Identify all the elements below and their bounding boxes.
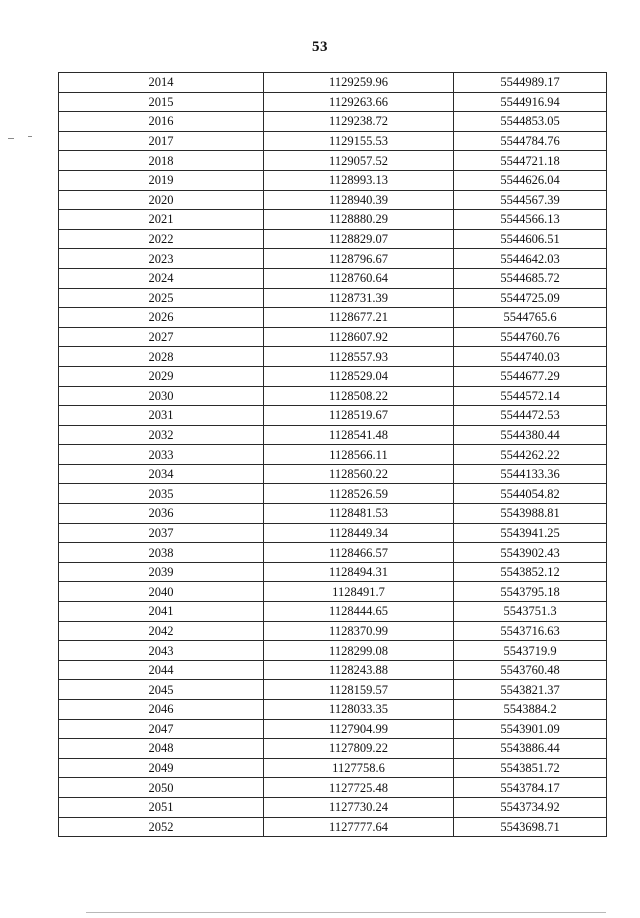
x-coordinate-cell: 1127904.99: [264, 719, 454, 739]
x-coordinate-cell: 1128829.07: [264, 229, 454, 249]
table-row: [59, 504, 607, 524]
table-row: [59, 73, 607, 93]
x-coordinate-cell: 1128940.39: [264, 190, 454, 210]
x-coordinate-cell: 1128557.93: [264, 347, 454, 367]
point-number-cell: 2046: [59, 700, 264, 720]
point-number-cell: 2037: [59, 523, 264, 543]
table-row: [59, 445, 607, 465]
table-row: [59, 758, 607, 778]
point-number-cell: 2028: [59, 347, 264, 367]
y-coordinate-cell: 5543884.2: [454, 700, 607, 720]
point-number-cell: 2048: [59, 739, 264, 759]
x-coordinate-cell: 1128243.88: [264, 660, 454, 680]
point-number-cell: 2039: [59, 562, 264, 582]
y-coordinate-cell: 5544677.29: [454, 366, 607, 386]
coordinates-table-body: [59, 73, 607, 837]
coordinates-table: [58, 72, 607, 837]
table-row: [59, 778, 607, 798]
x-coordinate-cell: 1128449.34: [264, 523, 454, 543]
x-coordinate-cell: 1128541.48: [264, 425, 454, 445]
x-coordinate-cell: 1127730.24: [264, 797, 454, 817]
x-coordinate-cell: 1129263.66: [264, 92, 454, 112]
point-number-cell: 2033: [59, 445, 264, 465]
point-number-cell: 2016: [59, 112, 264, 132]
table-row: [59, 582, 607, 602]
table-row: [59, 797, 607, 817]
y-coordinate-cell: 5544989.17: [454, 73, 607, 93]
x-coordinate-cell: 1128796.67: [264, 249, 454, 269]
x-coordinate-cell: 1128529.04: [264, 366, 454, 386]
x-coordinate-cell: 1127725.48: [264, 778, 454, 798]
point-number-cell: 2042: [59, 621, 264, 641]
y-coordinate-cell: 5543795.18: [454, 582, 607, 602]
scan-artifact: [86, 912, 606, 913]
x-coordinate-cell: 1128526.59: [264, 484, 454, 504]
table-row: [59, 562, 607, 582]
y-coordinate-cell: 5544572.14: [454, 386, 607, 406]
point-number-cell: 2031: [59, 406, 264, 426]
table-row: [59, 151, 607, 171]
table-row: [59, 386, 607, 406]
point-number-cell: 2036: [59, 504, 264, 524]
x-coordinate-cell: 1128519.67: [264, 406, 454, 426]
point-number-cell: 2015: [59, 92, 264, 112]
y-coordinate-cell: 5543784.17: [454, 778, 607, 798]
x-coordinate-cell: 1128566.11: [264, 445, 454, 465]
page-number: 53: [312, 39, 328, 55]
point-number-cell: 2029: [59, 366, 264, 386]
point-number-cell: 2049: [59, 758, 264, 778]
y-coordinate-cell: 5544262.22: [454, 445, 607, 465]
x-coordinate-cell: 1128491.7: [264, 582, 454, 602]
table-row: [59, 366, 607, 386]
point-number-cell: 2041: [59, 602, 264, 622]
point-number-cell: 2030: [59, 386, 264, 406]
scan-artifact: [28, 136, 32, 137]
y-coordinate-cell: 5544725.09: [454, 288, 607, 308]
y-coordinate-cell: 5544740.03: [454, 347, 607, 367]
y-coordinate-cell: 5544133.36: [454, 464, 607, 484]
table-row: [59, 543, 607, 563]
y-coordinate-cell: 5543886.44: [454, 739, 607, 759]
x-coordinate-cell: 1128481.53: [264, 504, 454, 524]
x-coordinate-cell: 1128993.13: [264, 170, 454, 190]
y-coordinate-cell: 5543941.25: [454, 523, 607, 543]
point-number-cell: 2025: [59, 288, 264, 308]
scan-artifact: [8, 138, 14, 139]
point-number-cell: 2021: [59, 210, 264, 230]
table-row: [59, 210, 607, 230]
point-number-cell: 2022: [59, 229, 264, 249]
x-coordinate-cell: 1128370.99: [264, 621, 454, 641]
table-row: [59, 817, 607, 837]
x-coordinate-cell: 1127758.6: [264, 758, 454, 778]
point-number-cell: 2045: [59, 680, 264, 700]
y-coordinate-cell: 5543751.3: [454, 602, 607, 622]
x-coordinate-cell: 1128760.64: [264, 268, 454, 288]
point-number-cell: 2032: [59, 425, 264, 445]
table-row: [59, 680, 607, 700]
y-coordinate-cell: 5544054.82: [454, 484, 607, 504]
table-row: [59, 523, 607, 543]
y-coordinate-cell: 5544626.04: [454, 170, 607, 190]
y-coordinate-cell: 5544765.6: [454, 308, 607, 328]
y-coordinate-cell: 5544853.05: [454, 112, 607, 132]
y-coordinate-cell: 5544606.51: [454, 229, 607, 249]
table-row: [59, 229, 607, 249]
table-row: [59, 288, 607, 308]
y-coordinate-cell: 5543902.43: [454, 543, 607, 563]
y-coordinate-cell: 5543988.81: [454, 504, 607, 524]
point-number-cell: 2052: [59, 817, 264, 837]
table-row: [59, 268, 607, 288]
table-row: [59, 170, 607, 190]
y-coordinate-cell: 5544685.72: [454, 268, 607, 288]
y-coordinate-cell: 5544472.53: [454, 406, 607, 426]
table-row: [59, 621, 607, 641]
point-number-cell: 2014: [59, 73, 264, 93]
point-number-cell: 2044: [59, 660, 264, 680]
table-row: [59, 425, 607, 445]
table-row: [59, 190, 607, 210]
table-row: [59, 327, 607, 347]
y-coordinate-cell: 5543719.9: [454, 641, 607, 661]
x-coordinate-cell: 1128444.65: [264, 602, 454, 622]
x-coordinate-cell: 1128159.57: [264, 680, 454, 700]
y-coordinate-cell: 5543901.09: [454, 719, 607, 739]
y-coordinate-cell: 5544721.18: [454, 151, 607, 171]
point-number-cell: 2051: [59, 797, 264, 817]
x-coordinate-cell: 1129057.52: [264, 151, 454, 171]
point-number-cell: 2026: [59, 308, 264, 328]
table-row: [59, 406, 607, 426]
table-row: [59, 484, 607, 504]
x-coordinate-cell: 1128677.21: [264, 308, 454, 328]
x-coordinate-cell: 1128731.39: [264, 288, 454, 308]
point-number-cell: 2019: [59, 170, 264, 190]
table-row: [59, 92, 607, 112]
x-coordinate-cell: 1129155.53: [264, 131, 454, 151]
table-row: [59, 112, 607, 132]
point-number-cell: 2047: [59, 719, 264, 739]
point-number-cell: 2043: [59, 641, 264, 661]
table-row: [59, 641, 607, 661]
table-row: [59, 249, 607, 269]
table-row: [59, 308, 607, 328]
y-coordinate-cell: 5544567.39: [454, 190, 607, 210]
table-row: [59, 719, 607, 739]
point-number-cell: 2050: [59, 778, 264, 798]
x-coordinate-cell: 1128299.08: [264, 641, 454, 661]
table-row: [59, 347, 607, 367]
x-coordinate-cell: 1127809.22: [264, 739, 454, 759]
y-coordinate-cell: 5544566.13: [454, 210, 607, 230]
point-number-cell: 2027: [59, 327, 264, 347]
x-coordinate-cell: 1128880.29: [264, 210, 454, 230]
y-coordinate-cell: 5544642.03: [454, 249, 607, 269]
table-row: [59, 660, 607, 680]
x-coordinate-cell: 1129238.72: [264, 112, 454, 132]
point-number-cell: 2020: [59, 190, 264, 210]
y-coordinate-cell: 5544916.94: [454, 92, 607, 112]
y-coordinate-cell: 5544380.44: [454, 425, 607, 445]
point-number-cell: 2038: [59, 543, 264, 563]
y-coordinate-cell: 5543821.37: [454, 680, 607, 700]
y-coordinate-cell: 5543734.92: [454, 797, 607, 817]
point-number-cell: 2024: [59, 268, 264, 288]
x-coordinate-cell: 1128607.92: [264, 327, 454, 347]
table-row: [59, 464, 607, 484]
x-coordinate-cell: 1128494.31: [264, 562, 454, 582]
y-coordinate-cell: 5543852.12: [454, 562, 607, 582]
y-coordinate-cell: 5543698.71: [454, 817, 607, 837]
table-row: [59, 131, 607, 151]
point-number-cell: 2018: [59, 151, 264, 171]
x-coordinate-cell: 1129259.96: [264, 73, 454, 93]
x-coordinate-cell: 1128508.22: [264, 386, 454, 406]
table-row: [59, 700, 607, 720]
x-coordinate-cell: 1128560.22: [264, 464, 454, 484]
point-number-cell: 2040: [59, 582, 264, 602]
x-coordinate-cell: 1127777.64: [264, 817, 454, 837]
point-number-cell: 2035: [59, 484, 264, 504]
x-coordinate-cell: 1128033.35: [264, 700, 454, 720]
point-number-cell: 2017: [59, 131, 264, 151]
x-coordinate-cell: 1128466.57: [264, 543, 454, 563]
y-coordinate-cell: 5543851.72: [454, 758, 607, 778]
point-number-cell: 2023: [59, 249, 264, 269]
point-number-cell: 2034: [59, 464, 264, 484]
y-coordinate-cell: 5543760.48: [454, 660, 607, 680]
table-row: [59, 602, 607, 622]
y-coordinate-cell: 5544784.76: [454, 131, 607, 151]
table-row: [59, 739, 607, 759]
y-coordinate-cell: 5544760.76: [454, 327, 607, 347]
y-coordinate-cell: 5543716.63: [454, 621, 607, 641]
